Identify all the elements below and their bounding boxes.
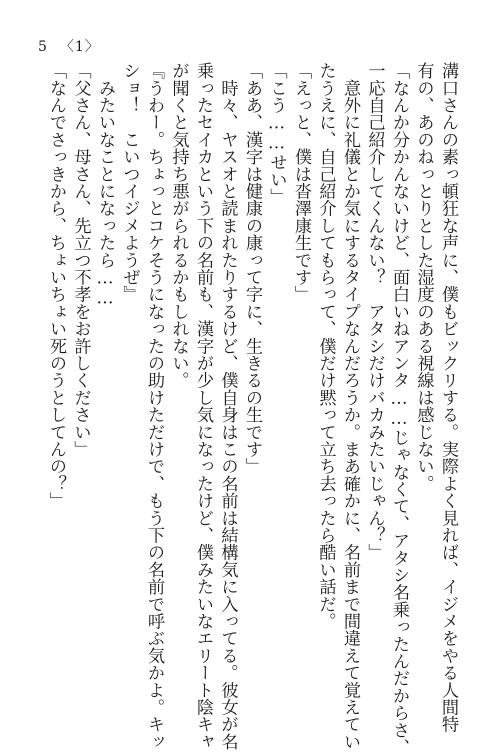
page-header — [38, 36, 100, 56]
chapter-label: 〈1〉 — [59, 39, 100, 55]
text-line: 「なんでさっきから、ちょいちょい死のうとしてんの？」 — [46, 62, 66, 510]
text-line: が聞くと気持ち悪がられるかもしれない。 — [168, 62, 189, 389]
text-line: 「父さん、母さん、先立つ不孝をお許しください」 — [70, 62, 91, 458]
text-line: 溝口さんの素っ頓狂な声に、僕もビックリする。実際よく見れば、イジメをやる人間特 — [438, 62, 458, 733]
text-line: 意外に礼儀とか気にするタイプなんだろうか。まあ確かに、名前まで間違えて覚えてい — [340, 62, 360, 750]
text-line: 有の、あのねっとりとした湿度のある視線は感じない。 — [413, 62, 434, 492]
text-line: 時々、ヤスオと読まれたりするけど、僕自身はこの名前は結構気に入ってる。彼女が名 — [217, 62, 238, 750]
text-line: 「なんか分かんないけど、面白いねアンタ……じゃなくて、アタシ名乗ったんだからさ、 — [389, 62, 409, 756]
text-line: みたいなことになったら…… — [95, 62, 115, 309]
text-line: 一応自己紹介してくんない？ アタシだけバカみたいじゃん？」 — [364, 62, 385, 561]
text-line: たうえに、自己紹介してもらって、僕だけ黙って立ち去ったら酷い話だ。 — [315, 62, 336, 630]
text-line: 「ああ、漢字は健康の康って字に、生きるの生です」 — [242, 62, 262, 475]
text-line: 『うわー。ちょっとコケそうになったの助けただけで、もう下の名前で呼ぶ気かよ。キッ — [144, 62, 164, 750]
text-line: 乗ったセイカという下の名前も、漢字が少し気になったけど、僕みたいなエリート陰キャ — [193, 62, 213, 750]
text-line: 「こう……せい」 — [266, 62, 287, 206]
page-number: 5 — [38, 39, 48, 55]
body-text — [30, 62, 460, 756]
text-line: 「えっと、僕は沓澤康生です」 — [291, 62, 311, 303]
text-line: ショ！ こいつイジメようぜ』 — [119, 62, 140, 303]
